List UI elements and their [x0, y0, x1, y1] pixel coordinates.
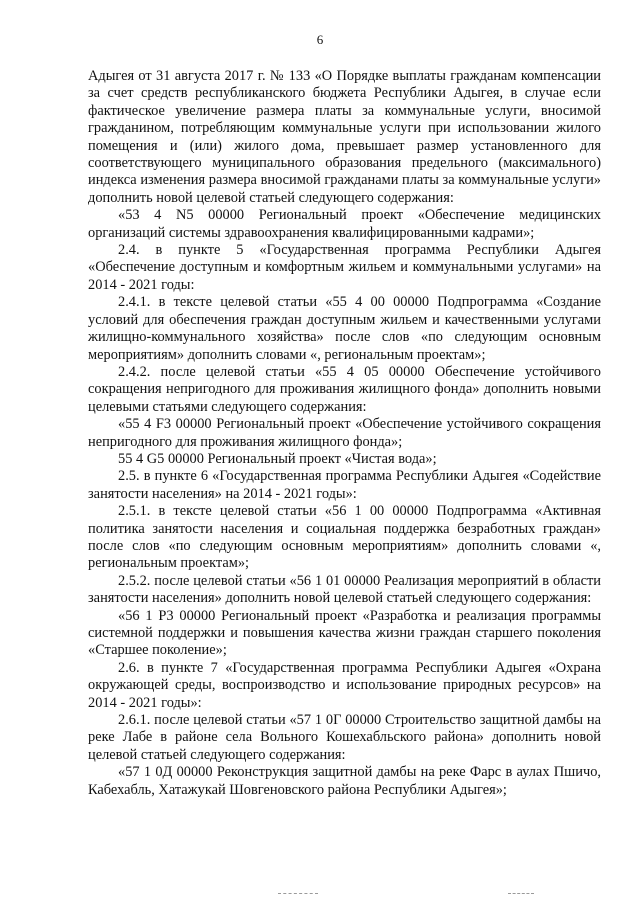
paragraph-intro: Адыгея от 31 августа 2017 г. № 133 «О Порядке выплаты гражданам компенсации за счет средств республиканского бюджета Республики Адыгея, в случае если фактическое увеличение размера платы за коммунальные услуги, вносимой гражданином, потребляющим коммунальные услуги при использовании жилого помещения и (или) жилого дома, превышает размер установленного для соответствующего муниципального образования предельного (максимального) индекса изменения размера вносимой гражданами платы за коммунальные услуги» дополнить новой целевой статьей следующего содержания: — [88, 68, 601, 206]
scan-artifact-line — [278, 893, 318, 894]
paragraph-item-2-6: 2.6. в пункте 7 «Государственная программа Республики Адыгея «Охрана окружающей среды, воспроизводство и использование природных ресурсов» на 2014 - 2021 годы»: — [88, 659, 601, 711]
paragraph-article-57-1-0d: «57 1 0Д 00000 Реконструкция защитной дамбы на реке Фарс в аулах Пшичо, Кабехабль, Хатажукай Шовгеновского района Республики Адыгея»; — [88, 764, 601, 798]
paragraph-item-2-4-2: 2.4.2. после целевой статьи «55 4 05 00000 Обеспечение устойчивого сокращения непригодного для проживания жилищного фонда» дополнить новыми целевыми статьями следующего содержания: — [88, 363, 601, 415]
paragraph-item-2-6-1: 2.6.1. после целевой статьи «57 1 0Г 00000 Строительство защитной дамбы на реке Лабе в районе села Вольного Кошехабльского района» дополнить новой целевой статьей следующего содержания: — [88, 712, 601, 763]
paragraph-item-2-4-1: 2.4.1. в тексте целевой статьи «55 4 00 00000 Подпрограмма «Создание условий для обеспечения граждан доступным жильем и качественными услугами жилищно-коммунального хозяйства» после слов «по следующим основным мероприятиям» дополнить словами «, региональным проектам»; — [88, 294, 601, 363]
paragraph-item-2-5: 2.5. в пункте 6 «Государственная программа Республики Адыгея «Содействие занятости населения» на 2014 - 2021 годы»: — [88, 468, 601, 502]
paragraph-item-2-5-2: 2.5.2. после целевой статьи «56 1 01 00000 Реализация мероприятий в области занятости населения» дополнить новой целевой статьей следующего содержания: — [88, 572, 601, 607]
paragraph-item-2-5-1: 2.5.1. в тексте целевой статьи «56 1 00 00000 Подпрограмма «Активная политика занятости населения и социальная поддержка безработных граждан» после слов «по следующим основным мероприятиям» дополнить словами «, региональным проектам»; — [88, 503, 601, 572]
paragraph-article-55-4-f3: «55 4 F3 00000 Региональный проект «Обеспечение устойчивого сокращения непригодного для проживания жилищного фонда»; — [88, 416, 601, 450]
scan-artifact-line — [508, 893, 534, 894]
paragraph-item-2-4: 2.4. в пункте 5 «Государственная программа Республики Адыгея «Обеспечение доступным и комфортным жильем и коммунальными услугами» на 2014 - 2021 годы: — [88, 242, 601, 293]
paragraph-article-56-1-p3: «56 1 P3 00000 Региональный проект «Разработка и реализация программы системной поддержки и повышения качества жизни граждан старшего поколения «Старшее поколение»; — [88, 607, 601, 659]
paragraph-article-55-4-g5: 55 4 G5 00000 Региональный проект «Чистая вода»; — [118, 450, 437, 467]
document-body — [88, 68, 601, 799]
page-number: 6 — [316, 32, 324, 47]
paragraph-article-53-4-n5: «53 4 N5 00000 Региональный проект «Обеспечение медицинских организаций системы здравоохранения квалифицированными кадрами»; — [88, 207, 601, 241]
